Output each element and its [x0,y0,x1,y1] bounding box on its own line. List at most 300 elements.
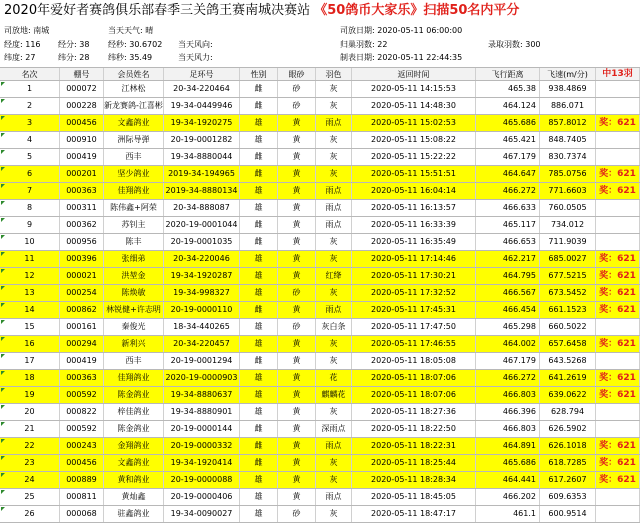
cell-sex: 雌 [240,217,278,233]
table-row [0,285,640,302]
table-row [0,98,640,115]
cell-name: 文鑫鸽业 [104,115,164,131]
cell-name: 西丰 [104,149,164,165]
cell-rank: 15 [0,319,60,335]
cell-color: 灰 [316,404,352,420]
cell-ring: 19-34-8880901 [164,404,240,420]
cell-time: 2020-05-11 18:22:31 [352,438,476,454]
cell-speed: 673.5452 [540,285,596,301]
cell-sex: 雄 [240,387,278,403]
cell-dist: 466.633 [476,200,540,216]
cell-rank: 8 [0,200,60,216]
table-row [0,234,640,251]
cell-dist: 465.38 [476,81,540,97]
cell-rank: 10 [0,234,60,250]
cell-time: 2020-05-11 17:47:50 [352,319,476,335]
cell-dist: 465.421 [476,132,540,148]
cell-name: 林锐健+许志明 [104,302,164,318]
table-row [0,268,640,285]
cell-prize: 奖：621 [596,455,640,471]
cell-ring: 20-19-0001035 [164,234,240,250]
cell-dist: 466.272 [476,183,540,199]
cell-color: 花 [316,370,352,386]
cell-loft: 000419 [60,353,104,369]
cell-dist: 467.179 [476,149,540,165]
cell-ring: 19-34-1920275 [164,115,240,131]
cell-name: 黄和鸽业 [104,472,164,488]
latitude-seconds: 纬秒: 35.49 [108,53,153,62]
cell-loft: 000889 [60,472,104,488]
cell-eye: 黄 [278,217,316,233]
header-sex: 性别 [240,68,278,80]
cell-loft: 000396 [60,251,104,267]
cell-ring: 20-34-220464 [164,81,240,97]
cell-color: 雨点 [316,183,352,199]
cell-name: 陈金鸽业 [104,387,164,403]
cell-ring: 19-34-1920414 [164,455,240,471]
cell-prize: 奖：621 [596,302,640,318]
title-highlight: 《50鸽币大家乐》扫描50名内平分 [314,3,520,18]
cell-time: 2020-05-11 18:27:36 [352,404,476,420]
cell-prize: 奖：621 [596,370,640,386]
cell-eye: 黄 [278,455,316,471]
cell-rank: 12 [0,268,60,284]
cell-prize [596,98,640,114]
cell-prize: 奖：621 [596,115,640,131]
cell-name: 秦俊光 [104,319,164,335]
cell-sex: 雌 [240,353,278,369]
cell-eye: 黄 [278,268,316,284]
cell-name: 陈伟鑫+阿荣 [104,200,164,216]
latitude: 纬度: 27 [4,53,36,62]
cell-time: 2020-05-11 15:22:22 [352,149,476,165]
cell-loft: 000362 [60,217,104,233]
cell-name: 陈丰 [104,234,164,250]
cell-color: 雨点 [316,489,352,505]
cell-name: 文鑫鸽业 [104,455,164,471]
cell-speed: 626.5902 [540,421,596,437]
cell-name: 张细弟 [104,251,164,267]
cell-loft: 000456 [60,455,104,471]
longitude-minutes: 经分: 38 [58,40,90,49]
cell-rank: 1 [0,81,60,97]
cell-loft: 000311 [60,200,104,216]
cell-sex: 雄 [240,132,278,148]
cell-time: 2020-05-11 16:35:49 [352,234,476,250]
cell-eye: 黄 [278,370,316,386]
cell-dist: 467.179 [476,353,540,369]
table-row [0,353,640,370]
header-eye: 眼砂 [278,68,316,80]
cell-eye: 黄 [278,421,316,437]
cell-time: 2020-05-11 17:14:46 [352,251,476,267]
cell-ring: 20-34-888087 [164,200,240,216]
cell-rank: 21 [0,421,60,437]
cell-ring: 2019-34-194965 [164,166,240,182]
cell-loft: 000811 [60,489,104,505]
cell-color: 麒麟花 [316,387,352,403]
table-row [0,81,640,98]
cell-color: 灰 [316,336,352,352]
cell-speed: 830.7374 [540,149,596,165]
cell-name: 洪堃金 [104,268,164,284]
cell-color: 灰 [316,285,352,301]
cell-time: 2020-05-11 15:02:53 [352,115,476,131]
cell-time: 2020-05-11 17:46:55 [352,336,476,352]
table-row [0,336,640,353]
weather: 当天天气: 晴 [108,26,154,35]
table-header [0,67,640,81]
table-row [0,149,640,166]
cell-speed: 848.7405 [540,132,596,148]
cell-prize [596,132,640,148]
cell-speed: 657.6458 [540,336,596,352]
cell-dist: 464.891 [476,438,540,454]
cell-rank: 9 [0,217,60,233]
cell-eye: 砂 [278,81,316,97]
cell-eye: 黄 [278,387,316,403]
cell-ring: 20-19-0000406 [164,489,240,505]
cell-ring: 20-34-220457 [164,336,240,352]
cell-prize: 奖：621 [596,166,640,182]
cell-loft: 000228 [60,98,104,114]
header-loft: 棚号 [60,68,104,80]
cell-speed: 626.1018 [540,438,596,454]
cell-speed: 938.4869 [540,81,596,97]
cell-name: 金翔鸽业 [104,438,164,454]
cell-speed: 643.5268 [540,353,596,369]
cell-time: 2020-05-11 15:08:22 [352,132,476,148]
title-main: 2020年爱好者赛鸽俱乐部春季三关鸽王赛南城决赛站 [4,3,311,18]
cell-loft: 000822 [60,404,104,420]
cell-rank: 25 [0,489,60,505]
cell-name: 西丰 [104,353,164,369]
cell-eye: 黄 [278,234,316,250]
cell-ring: 20-19-0000332 [164,438,240,454]
cell-rank: 26 [0,506,60,522]
cell-ring: 19-34-8880637 [164,387,240,403]
cell-prize [596,81,640,97]
cell-color: 灰 [316,98,352,114]
cell-name: 佳翔鸽业 [104,183,164,199]
cell-dist: 466.454 [476,302,540,318]
cell-dist: 466.803 [476,421,540,437]
cell-name: 苏钊主 [104,217,164,233]
table-row [0,489,640,506]
cell-dist: 465.298 [476,319,540,335]
cell-eye: 黄 [278,149,316,165]
cell-name: 梓佳鸽业 [104,404,164,420]
table-row [0,472,640,489]
cell-sex: 雌 [240,149,278,165]
cell-prize: 奖：621 [596,183,640,199]
cell-eye: 黄 [278,438,316,454]
results-table [0,67,640,523]
cell-sex: 雄 [240,336,278,352]
cell-time: 2020-05-11 16:04:14 [352,183,476,199]
cell-prize [596,200,640,216]
header-ring: 足环号 [164,68,240,80]
cell-eye: 黄 [278,251,316,267]
cell-sex: 雌 [240,81,278,97]
cell-time: 2020-05-11 16:13:57 [352,200,476,216]
cell-ring: 20-19-0001282 [164,132,240,148]
cell-speed: 760.0505 [540,200,596,216]
cell-color: 灰 [316,506,352,522]
cell-speed: 771.6603 [540,183,596,199]
cell-color: 雨点 [316,115,352,131]
cell-speed: 785.0756 [540,166,596,182]
cell-dist: 461.1 [476,506,540,522]
table-row [0,387,640,404]
cell-prize: 奖：621 [596,438,640,454]
cell-loft: 000161 [60,319,104,335]
cell-dist: 465.686 [476,455,540,471]
cell-prize [596,149,640,165]
cell-color: 红绛 [316,268,352,284]
cell-name: 黄灿鑫 [104,489,164,505]
info-line-3 [0,52,640,64]
cell-time: 2020-05-11 17:45:31 [352,302,476,318]
cell-speed: 660.5022 [540,319,596,335]
cell-prize: 奖：621 [596,251,640,267]
cell-speed: 886.071 [540,98,596,114]
cell-speed: 685.0027 [540,251,596,267]
cell-name: 坚少鸽业 [104,166,164,182]
cell-sex: 雌 [240,98,278,114]
header-dist: 飞行距离 [476,68,540,80]
cell-dist: 464.124 [476,98,540,114]
cell-loft: 000592 [60,421,104,437]
table-row [0,183,640,200]
cell-sex: 雄 [240,183,278,199]
cell-prize [596,234,640,250]
header-prize: 中13羽 [596,68,640,80]
cell-ring: 20-34-220046 [164,251,240,267]
table-row [0,421,640,438]
cell-eye: 黄 [278,302,316,318]
cell-ring: 19-34-998327 [164,285,240,301]
release-time: 司放日期: 2020-05-11 06:00:00 [340,26,463,35]
cell-loft: 000956 [60,234,104,250]
cell-color: 灰 [316,353,352,369]
cell-eye: 黄 [278,115,316,131]
cell-ring: 2019-34-8880134 [164,183,240,199]
cell-prize [596,421,640,437]
cell-sex: 雌 [240,421,278,437]
header-rank: 名次 [0,68,60,80]
table-row [0,251,640,268]
header-name: 会员姓名 [104,68,164,80]
header-speed: 飞速(m/分) [540,68,596,80]
cell-color: 灰 [316,166,352,182]
cell-time: 2020-05-11 15:51:51 [352,166,476,182]
release-site: 司放地: 南城 [4,26,50,35]
cell-speed: 628.794 [540,404,596,420]
cell-time: 2020-05-11 18:45:05 [352,489,476,505]
cell-rank: 14 [0,302,60,318]
cell-sex: 雄 [240,472,278,488]
table-row [0,404,640,421]
cell-dist: 462.217 [476,251,540,267]
cell-color: 雨点 [316,302,352,318]
cell-eye: 砂 [278,506,316,522]
cell-name: 陈焕敏 [104,285,164,301]
cell-sex: 雄 [240,200,278,216]
latitude-minutes: 纬分: 28 [58,53,90,62]
cell-ring: 20-19-0000088 [164,472,240,488]
cell-color: 雨点 [316,200,352,216]
table-row [0,506,640,523]
cell-rank: 16 [0,336,60,352]
cell-time: 2020-05-11 18:22:50 [352,421,476,437]
cell-speed: 618.7285 [540,455,596,471]
cell-eye: 砂 [278,319,316,335]
cell-rank: 20 [0,404,60,420]
cell-dist: 466.653 [476,234,540,250]
cell-rank: 3 [0,115,60,131]
cell-loft: 000456 [60,115,104,131]
cell-dist: 464.795 [476,268,540,284]
cell-color: 灰 [316,472,352,488]
cell-time: 2020-05-11 16:33:39 [352,217,476,233]
cell-ring: 19-34-0449946 [164,98,240,114]
cell-speed: 661.1523 [540,302,596,318]
cell-time: 2020-05-11 18:25:44 [352,455,476,471]
cell-sex: 雌 [240,166,278,182]
cell-color: 深雨点 [316,421,352,437]
cell-eye: 黄 [278,336,316,352]
cell-speed: 639.0622 [540,387,596,403]
cell-eye: 黄 [278,132,316,148]
table-row [0,455,640,472]
cell-color: 灰白条 [316,319,352,335]
cell-sex: 雄 [240,319,278,335]
cell-speed: 609.6353 [540,489,596,505]
home-count: 归巢羽数: 22 [340,40,388,49]
cell-prize: 奖：621 [596,268,640,284]
cell-loft: 000243 [60,438,104,454]
cell-name: 陈金鸽业 [104,421,164,437]
cell-sex: 雌 [240,234,278,250]
cell-rank: 24 [0,472,60,488]
cell-eye: 黄 [278,489,316,505]
cell-eye: 黄 [278,200,316,216]
cell-time: 2020-05-11 18:05:08 [352,353,476,369]
cell-speed: 857.8012 [540,115,596,131]
cell-prize: 奖：621 [596,285,640,301]
cell-color: 灰 [316,132,352,148]
cell-dist: 466.803 [476,387,540,403]
table-row [0,166,640,183]
cell-rank: 13 [0,285,60,301]
cell-ring: 20-19-0001294 [164,353,240,369]
cell-rank: 18 [0,370,60,386]
table-row [0,319,640,336]
cell-color: 灰 [316,251,352,267]
cell-eye: 砂 [278,98,316,114]
cell-sex: 雄 [240,115,278,131]
made-time: 制表日期: 2020-05-11 22:44:35 [340,53,463,62]
table-row [0,302,640,319]
cell-sex: 雌 [240,455,278,471]
entries-count: 录取羽数: 300 [488,40,541,49]
cell-dist: 465.117 [476,217,540,233]
cell-loft: 000021 [60,268,104,284]
header-color: 羽色 [316,68,352,80]
cell-loft: 000363 [60,370,104,386]
cell-prize: 奖：621 [596,387,640,403]
cell-prize [596,506,640,522]
cell-loft: 000862 [60,302,104,318]
info-line-1 [0,25,640,37]
cell-time: 2020-05-11 18:07:06 [352,370,476,386]
cell-color: 雨点 [316,217,352,233]
cell-loft: 000294 [60,336,104,352]
cell-speed: 617.2607 [540,472,596,488]
cell-ring: 19-34-0090027 [164,506,240,522]
cell-dist: 466.272 [476,370,540,386]
cell-sex: 雌 [240,302,278,318]
longitude-seconds: 经秒: 30.6702 [108,40,163,49]
cell-loft: 000419 [60,149,104,165]
cell-rank: 6 [0,166,60,182]
info-line-2 [0,39,640,51]
cell-rank: 17 [0,353,60,369]
cell-rank: 11 [0,251,60,267]
cell-prize: 奖：621 [596,336,640,352]
cell-rank: 4 [0,132,60,148]
cell-speed: 677.5215 [540,268,596,284]
cell-time: 2020-05-11 17:30:21 [352,268,476,284]
cell-time: 2020-05-11 18:28:34 [352,472,476,488]
table-row [0,438,640,455]
cell-rank: 22 [0,438,60,454]
cell-sex: 雄 [240,489,278,505]
cell-name: 新龙赛鸽-江喜彬 [104,98,164,114]
cell-sex: 雄 [240,268,278,284]
cell-eye: 黄 [278,404,316,420]
table-row [0,132,640,149]
table-row [0,200,640,217]
cell-color: 雨点 [316,438,352,454]
cell-prize [596,404,640,420]
cell-dist: 464.647 [476,166,540,182]
cell-loft: 000254 [60,285,104,301]
wind-direction: 当天风向: [178,40,213,49]
cell-speed: 600.9514 [540,506,596,522]
cell-sex: 雄 [240,251,278,267]
cell-loft: 000592 [60,387,104,403]
cell-dist: 466.567 [476,285,540,301]
cell-dist: 466.396 [476,404,540,420]
cell-dist: 464.002 [476,336,540,352]
cell-time: 2020-05-11 18:07:06 [352,387,476,403]
cell-loft: 000910 [60,132,104,148]
page-title [0,0,640,22]
cell-ring: 2020-19-0001044 [164,217,240,233]
cell-color: 灰 [316,81,352,97]
cell-ring: 18-34-440265 [164,319,240,335]
cell-speed: 711.9039 [540,234,596,250]
cell-name: 洲际导弹 [104,132,164,148]
cell-name: 新利兴 [104,336,164,352]
cell-eye: 黄 [278,472,316,488]
cell-loft: 000072 [60,81,104,97]
cell-ring: 19-34-1920287 [164,268,240,284]
cell-sex: 雄 [240,370,278,386]
cell-color: 灰 [316,234,352,250]
